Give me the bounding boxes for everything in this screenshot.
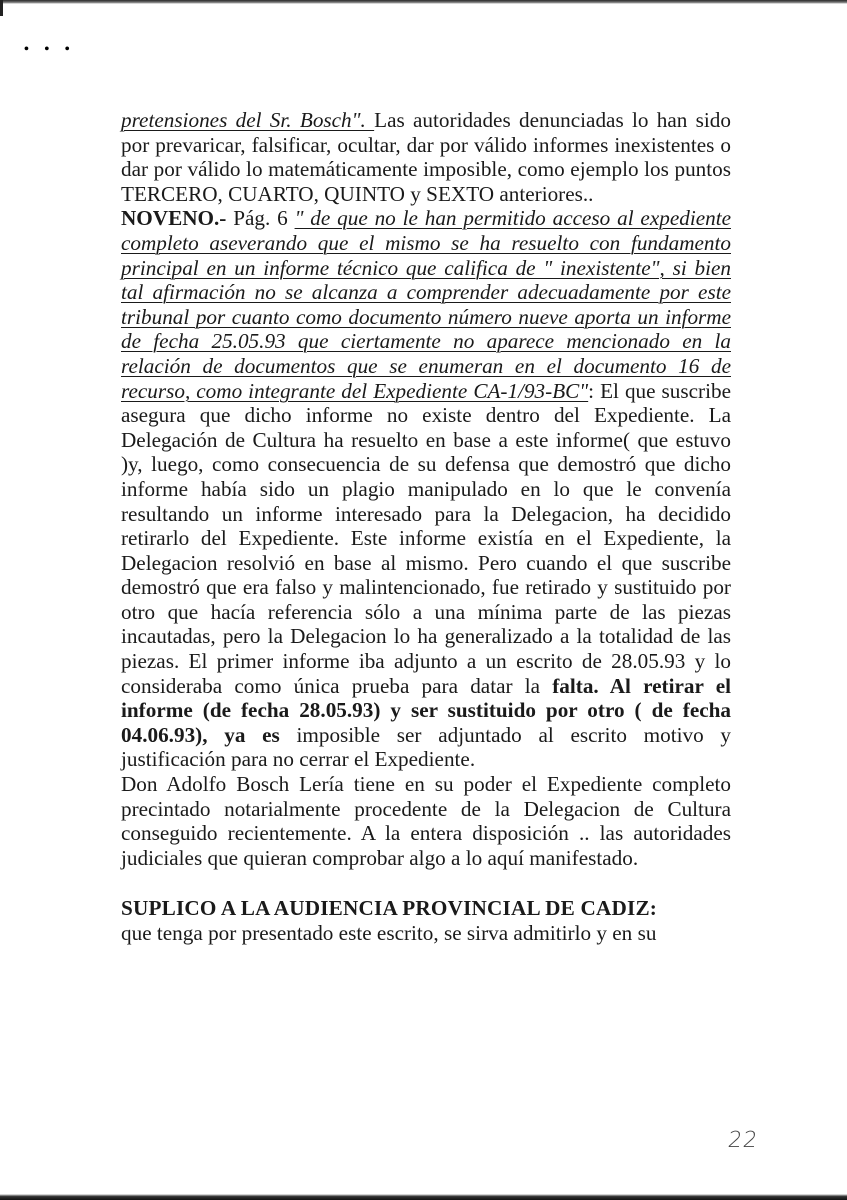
paragraph-autoridades — [121, 108, 731, 206]
suplico-text: que tenga por presentado este escrito, se sirva admitirlo y en su — [121, 921, 657, 945]
paragraph-text: Las autoridades denunciadas lo han sido por prevaricar, falsificar, ocultar, dar por válido informes inexistentes o dar por válido lo matemáticamente imposible, como ejemplo los puntos TERCERO, CUARTO, QUINTO y SEXTO anteriores.. — [121, 108, 731, 206]
scan-edge-corner — [0, 0, 3, 16]
scan-edge-bottom — [0, 1194, 847, 1200]
paragraph-noveno — [121, 206, 731, 772]
section-heading-noveno: NOVENO.- — [121, 206, 227, 231]
bold-emphasis-text: falta. Al retirar el informe (de fecha 28.05.93) y ser sustituido por otro ( de fecha 04.06.93), ya es — [121, 673, 731, 747]
quoted-underlined-text: pretensiones del Sr. Bosch". — [121, 108, 375, 132]
spacer — [121, 870, 731, 896]
page-reference: Pág. 6 — [226, 206, 295, 231]
handwritten-page-number: 22 — [726, 1128, 760, 1153]
paragraph-text-end: imposible ser adjuntado al escrito motivo y justificación para no cerrar el Expediente. — [121, 722, 731, 772]
document-body — [121, 108, 731, 946]
paragraph-text: : El que suscribe asegura que dicho informe no existe dentro del Expediente. La Delegación de Cultura ha resuelto en base a este informe( que estuvo )y, luego, como consecuencia de su defensa que demostró que dicho informe había sido un plagio manipulado en lo que le convenía resultando un informe interesado para la Delegacion, ha decidido retirarlo del Expediente. Este informe existía en el Expediente, la Delegacion resolvió en base al mismo. Pero cuando el que suscribe demostró que era falso y malintencionado, fue retirado y sustituido por otro que hacía referencia sólo a una mínima parte de las piezas incautadas, pero la Delegacion lo ha generalizado a la totalidad de las piezas. El primer informe iba adjunto a un escrito de 28.05.93 y lo consideraba como única prueba para datar la — [121, 378, 731, 698]
suplico-heading: SUPLICO A LA AUDIENCIA PROVINCIAL DE CADIZ: — [121, 896, 658, 921]
scan-edge-top — [0, 0, 847, 4]
quoted-underlined-text: " de que no le han permitido acceso al expediente completo aseverando que el mismo se ha resuelto con fundamento principal en un informe técnico que califica de " inexistente", si bien tal afirmación no se alcanza a comprender adecuadamente por este tribunal por cuanto como documento número nueve aporta un informe de fecha 25.05.93 que ciertamente no aparece mencionado en la relación de documentos que se enumeran en el documento 16 de recurso, como integrante del Expediente CA-1/93-BC" — [121, 206, 731, 403]
paragraph-don-adolfo: Don Adolfo Bosch Lería tiene en su poder el Expediente completo precintado notarialmente procedente de la Delegacion de Cultura conseguido recientemente. A la entera disposición .. las autoridades judiciales que quieran comprobar algo a lo aquí manifestado. — [121, 772, 731, 870]
punch-hole-marks: • • • — [24, 42, 76, 57]
